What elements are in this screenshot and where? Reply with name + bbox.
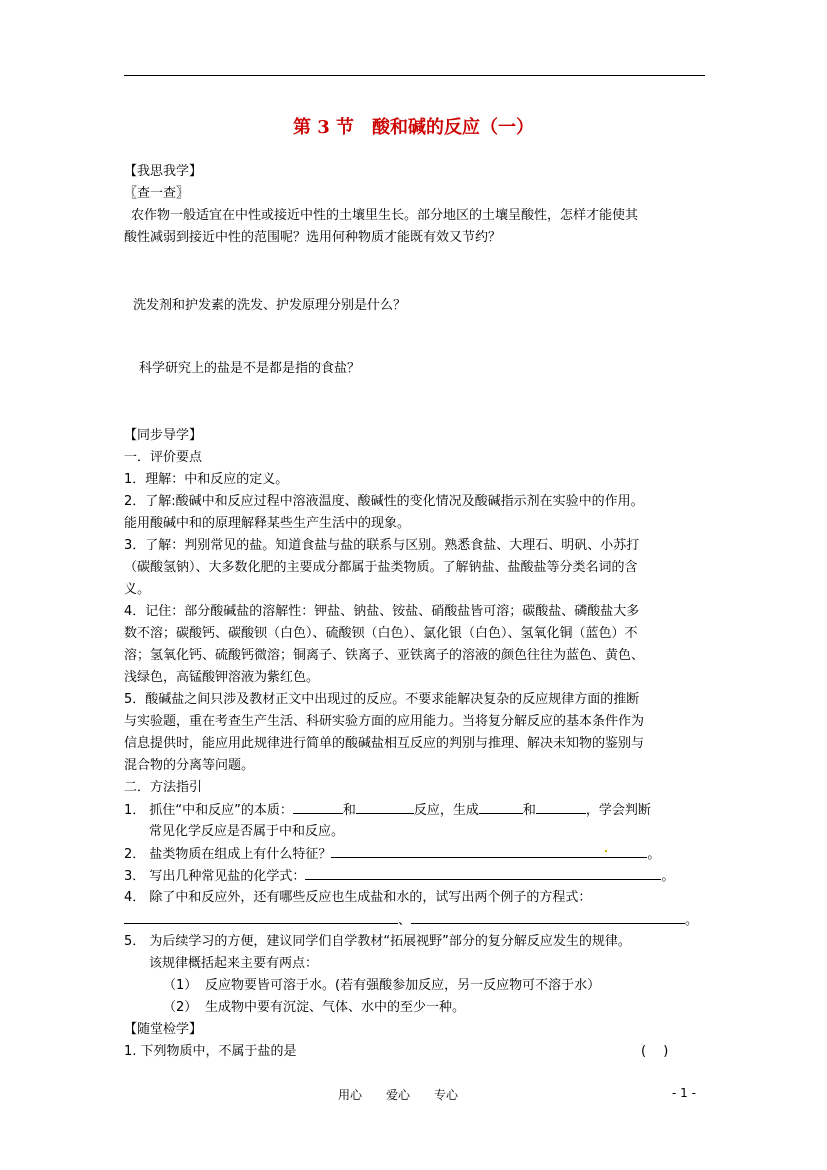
rule-1: 反应物要皆可溶于水。(若有强酸参加反应，另一反应物可不溶于水）	[205, 978, 601, 993]
point-5-line-3: 信息提供时，能应用此规律进行简单的酸碱盐相互反应的判别与推理、解决未知物的鉴别与	[124, 736, 645, 751]
method-3-period: 。	[661, 869, 675, 884]
point-5-line-1: 5．酸碱盐之间只涉及教材正文中出现过的反应。不要求能解决复杂的反应规律方面的推断	[124, 692, 640, 707]
point-5-line-2: 与实验题，重在考查生产生活、科研实验方面的应用能力。当将复分解反应的基本条件作为	[124, 714, 645, 729]
method-4: 4． 除了中和反应外，还有哪些反应也生成盐和水的，试写出两个例子的方程式：	[124, 890, 592, 905]
blank-equation-1[interactable]	[124, 909, 398, 924]
question-3: 科学研究上的盐是不是都是指的食盐？	[139, 361, 361, 376]
rule-1-number: （1）	[163, 978, 198, 993]
blank-equation-2[interactable]	[411, 909, 685, 924]
subheading-chayicha: 〖查一查〗	[124, 186, 190, 201]
point-4-line-3: 溶；氢氧化钙、硫酸钙微溶；铜离子、铁离子、亚铁离子的溶液的颜色往往为蓝色、黄色、	[124, 648, 645, 663]
stray-mark	[605, 850, 607, 852]
method-1-and-2: 和	[522, 803, 536, 818]
test-question-1: 1. 下列物质中，不属于盐的是	[124, 1044, 297, 1059]
answer-parentheses[interactable]: ( )	[641, 1044, 669, 1059]
blank-product-1[interactable]	[479, 799, 523, 814]
header-rule	[124, 75, 705, 76]
method-4-answer-line	[124, 909, 698, 932]
method-1-and-1: 和	[342, 803, 356, 818]
rule-2: 生成物中要有沉淀、气体、水中的至少一种。	[205, 1000, 466, 1015]
point-2-line-1: 2．了解:酸碱中和反应过程中溶液温度、酸碱性的变化情况及酸碱指示剂在实验中的作用。	[124, 494, 644, 509]
point-3-line-2: （碳酸氢钠）、大多数化肥的主要成分都属于盐类物质。了解钠盐、盐酸盐等分类名词的含	[124, 560, 638, 575]
blank-product-2[interactable]	[536, 799, 586, 814]
point-3-line-3: 义。	[124, 582, 151, 597]
question-1-line-1: 农作物一般适宜在中性或接近中性的土壤里生长。部分地区的土壤呈酸性，怎样才能使其	[131, 208, 639, 223]
page-number: - 1 -	[672, 1086, 696, 1100]
point-4-line-2: 数不溶；碳酸钙、碳酸钡（白色）、硫酸钡（白色）、氯化银（白色）、氢氧化铜（蓝色）不	[124, 626, 638, 641]
method-1-suffix: ，学会判断	[585, 803, 651, 818]
blank-salt-formulas[interactable]	[305, 865, 661, 880]
method-3	[124, 865, 674, 888]
method-2	[124, 843, 660, 866]
question-1-line-2: 酸性减弱到接近中性的范围呢？选用何种物质才能既有效又节约？	[124, 230, 502, 245]
point-1: 1．理解：中和反应的定义。	[124, 472, 289, 487]
heading-suitang: 【随堂检学】	[124, 1022, 203, 1037]
subheading-evaluation: 一．评价要点	[124, 450, 203, 465]
blank-reactant-1[interactable]	[293, 799, 343, 814]
heading-wosi: 【我思我学】	[124, 164, 203, 179]
method-3-text: 3． 写出几种常见盐的化学式：	[124, 869, 306, 884]
section-title: 第 3 节 酸和碱的反应（一）	[292, 117, 535, 138]
method-4-separator: 、	[398, 913, 412, 928]
subheading-method: 二．方法指引	[124, 780, 203, 795]
method-1-prefix: 1． 抓住“中和反应”的本质：	[124, 803, 293, 818]
method-1-line-2: 常见化学反应是否属于中和反应。	[149, 824, 345, 839]
heading-tongbu: 【同步导学】	[124, 428, 203, 443]
method-2-period: 。	[647, 847, 661, 862]
method-1-line-1	[124, 799, 651, 822]
question-2: 洗发剂和护发素的洗发、护发原理分别是什么？	[133, 298, 407, 313]
footer-motto: 用心 爱心 专心	[338, 1088, 459, 1102]
method-5-line-2: 该规律概括起来主要有两点：	[149, 956, 319, 971]
method-1-react: 反应，生成	[413, 803, 479, 818]
blank-salt-feature[interactable]	[331, 843, 647, 858]
rule-2-number: （2）	[163, 1000, 198, 1015]
blank-reactant-2[interactable]	[356, 799, 414, 814]
point-4-line-4: 浅绿色，高锰酸钾溶液为紫红色。	[124, 670, 320, 685]
point-5-line-4: 混合物的分离等问题。	[124, 758, 255, 773]
point-4-line-1: 4．记住：部分酸碱盐的溶解性：钾盐、钠盐、铵盐、硝酸盐皆可溶；碳酸盐、磷酸盐大多	[124, 604, 640, 619]
point-3-line-1: 3．了解：判别常见的盐。知道食盐与盐的联系与区别。熟悉食盐、大理石、明矾、小苏打	[124, 538, 640, 553]
point-2-line-2: 能用酸碱中和的原理解释某些生产生活中的现象。	[124, 516, 411, 531]
method-5-line-1: 5． 为后续学习的方便，建议同学们自学教材“拓展视野”部分的复分解反应发生的规律。	[124, 934, 631, 949]
method-4-period: 。	[685, 913, 699, 928]
method-2-text: 2． 盐类物质在组成上有什么特征？	[124, 847, 332, 862]
